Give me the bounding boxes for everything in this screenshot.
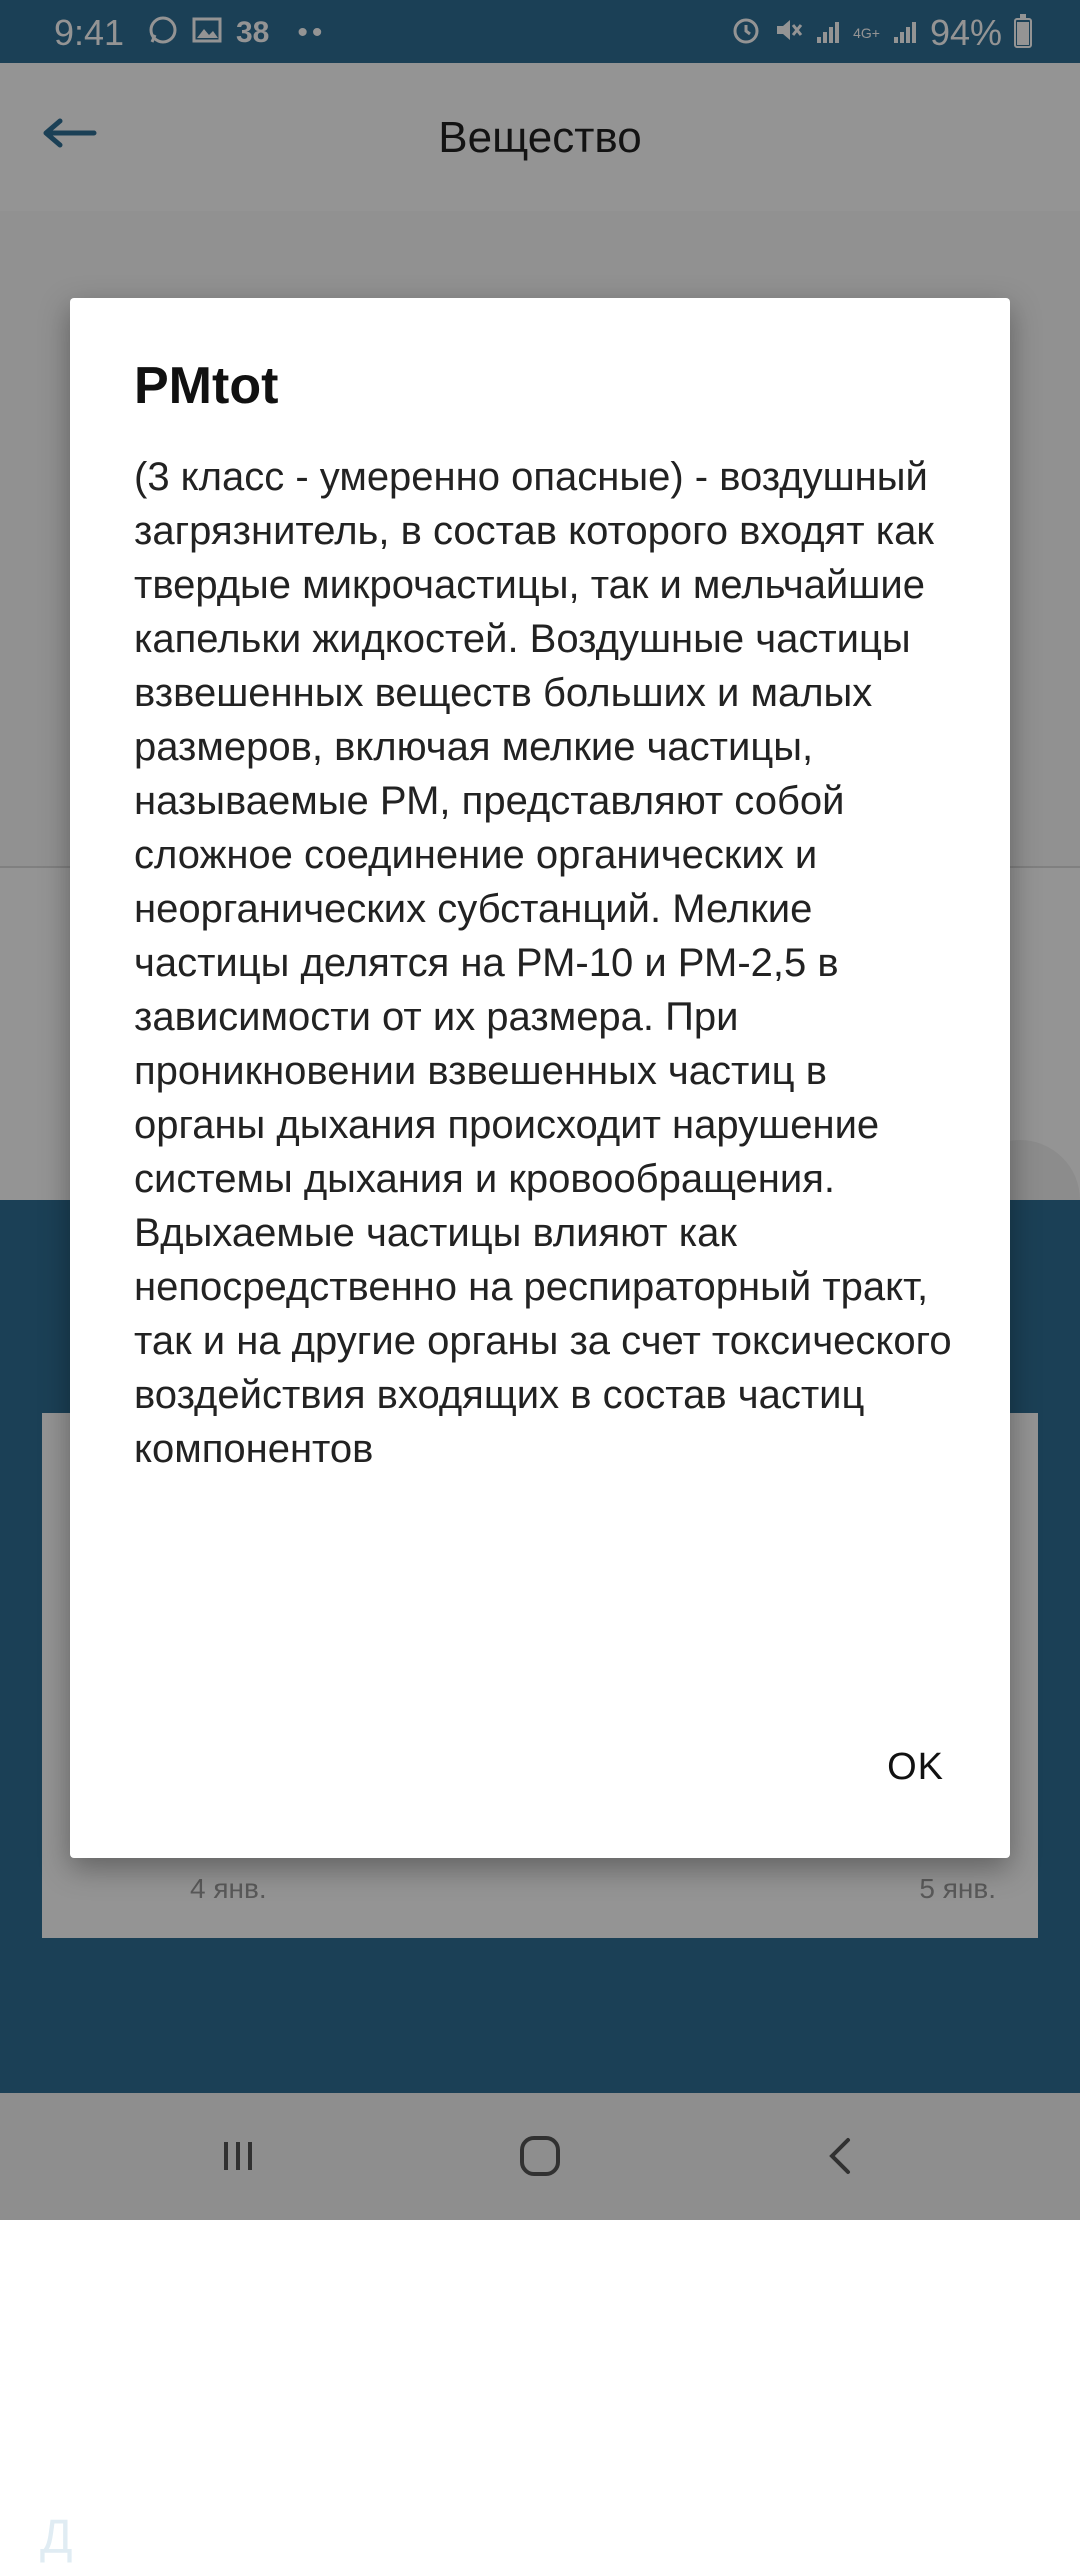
battery-percent: 94% (929, 12, 1002, 53)
info-dialog (70, 298, 1010, 1858)
more-notifications-icon: •• (297, 16, 327, 49)
chart-date-end: 5 янв. (919, 1873, 996, 1904)
dialog-title: PMtot (134, 357, 279, 415)
page-title: Вещество (438, 113, 642, 162)
notification-count: 38 (236, 16, 270, 49)
ok-button[interactable]: OK (887, 1746, 944, 1788)
status-time: 9:41 (54, 12, 125, 53)
dialog-body: (3 класс - умеренно опасные) - воздушный загрязнитель, в состав которого входят как твердые микрочастицы, так и мельчайшие капельки жидкостей. Воздушные частицы взвешенных веществ больших и малых размеров, включая мелкие частицы, называемые РМ, представляют собой сложное соединение органических и неорганических субстанций. Мелкие частицы делятся на РМ-10 и РМ-2,5 в зависимости от их размера. При проникновении взвешенных частиц в органы дыхания происходит нарушение системы дыхания и кровообращения. Вдыхаемые частицы влияют как непосредственно на респираторный тракт, так и на другие органы за счет токсического воздействия входящих в состав частиц компонентов (134, 455, 952, 1471)
network-type: 4G+ (853, 25, 880, 41)
section-title: Д (40, 2511, 73, 2564)
chart-date-start: 4 янв. (190, 1873, 267, 1904)
